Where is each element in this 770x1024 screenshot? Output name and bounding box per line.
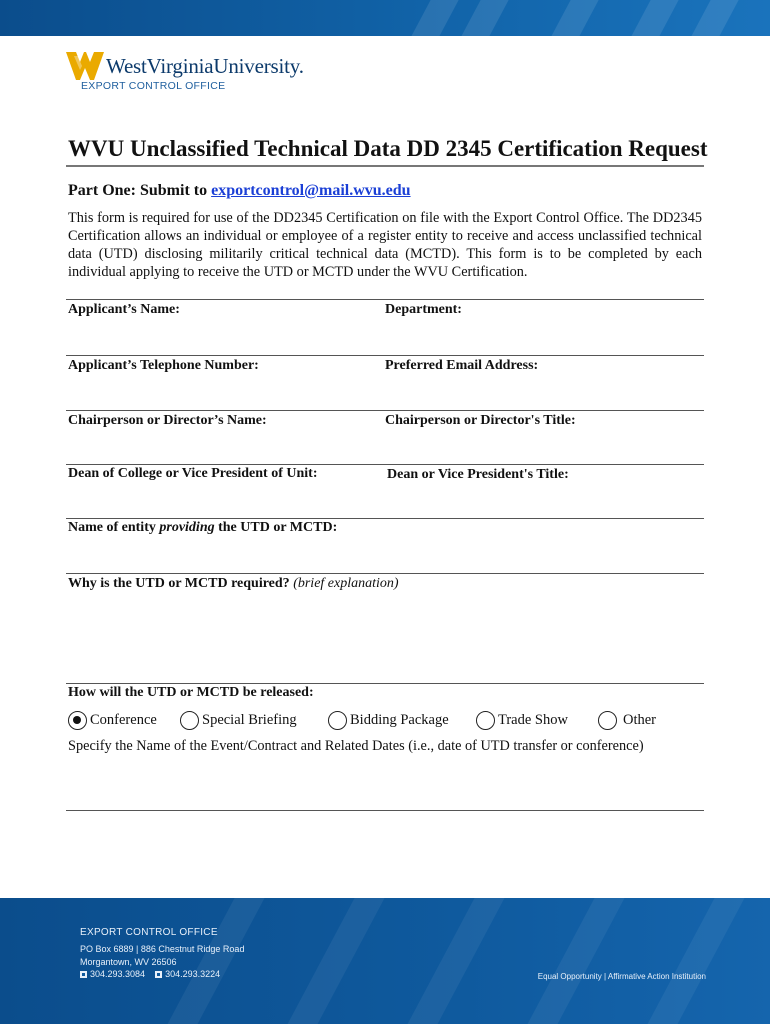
footer-contacts <box>80 969 220 979</box>
fax-icon <box>155 971 162 978</box>
radio-unchecked-icon[interactable] <box>180 711 199 730</box>
why-label: Why is the UTD or MCTD required? <box>68 576 294 591</box>
entity-field[interactable] <box>68 520 337 536</box>
applicant-name-field[interactable]: Applicant’s Name: <box>68 302 180 317</box>
chair-name-field[interactable]: Chairperson or Director’s Name: <box>68 413 267 428</box>
divider <box>66 683 704 684</box>
radio-unchecked-icon[interactable] <box>598 711 617 730</box>
dean-name-field[interactable]: Dean of College or Vice President of Unit: <box>68 466 318 481</box>
radio-unchecked-icon[interactable] <box>328 711 347 730</box>
radio-label-conference: Conference <box>90 711 157 728</box>
specify-event-field[interactable]: Specify the Name of the Event/Contract and Related Dates (i.e., date of UTD transfer or conference) <box>68 738 644 754</box>
footer-fax: 304.293.3224 <box>165 969 221 979</box>
part-one-label: Part One: Submit to <box>68 182 212 199</box>
radio-label-special-briefing: Special Briefing <box>202 711 297 728</box>
intro-paragraph: This form is required for use of the DD2345 Certification on file with the Export Control Office. The DD2345 Certification allows an individual or employee of a register entity to receive and access unclassified technical data (UTD) disclosing militarily critical technical data (MCTD). This form is to be completed by each individual applying to receive the UTD or MCTD under the WVU Certification. <box>68 210 702 280</box>
chair-title-field[interactable]: Chairperson or Director's Title: <box>385 413 576 428</box>
divider <box>66 573 704 574</box>
header-band <box>0 0 770 36</box>
department-field[interactable]: Department: <box>385 302 462 317</box>
release-method-label: How will the UTD or MCTD be released: <box>68 685 314 700</box>
divider <box>66 518 704 519</box>
footer-address-line1: PO Box 6889 | 886 Chestnut Ridge Road <box>80 944 245 954</box>
footer-equal-opportunity: Equal Opportunity | Affirmative Action Institution <box>537 972 706 981</box>
entity-label-suffix: the UTD or MCTD: <box>214 520 338 535</box>
dean-title-field[interactable]: Dean or Vice President's Title: <box>387 467 569 482</box>
office-name: EXPORT CONTROL OFFICE <box>81 80 226 92</box>
radio-label-trade-show: Trade Show <box>498 711 568 728</box>
divider <box>66 464 704 465</box>
footer-phone: 304.293.3084 <box>90 969 146 979</box>
email-field[interactable]: Preferred Email Address: <box>385 358 539 373</box>
flying-wv-icon <box>66 50 104 84</box>
footer-office-name: EXPORT CONTROL OFFICE <box>80 927 218 938</box>
release-method-options <box>66 708 706 732</box>
divider <box>66 410 704 411</box>
submit-email-link[interactable]: exportcontrol@mail.wvu.edu <box>211 182 411 199</box>
radio-bidding-package[interactable] <box>328 708 449 732</box>
radio-other[interactable] <box>598 708 656 732</box>
part-one-heading <box>68 182 411 200</box>
phone-icon <box>80 971 87 978</box>
divider <box>66 299 704 300</box>
radio-label-bidding-package: Bidding Package <box>350 711 449 728</box>
radio-checked-icon[interactable] <box>68 711 87 730</box>
why-hint: (brief explanation) <box>293 576 399 591</box>
title-divider <box>66 165 704 167</box>
radio-unchecked-icon[interactable] <box>476 711 495 730</box>
entity-label-italic: providing <box>159 520 215 535</box>
footer-address-line2: Morgantown, WV 26506 <box>80 957 177 967</box>
radio-special-briefing[interactable] <box>180 708 297 732</box>
footer-address <box>80 943 244 969</box>
why-required-field[interactable] <box>68 576 399 592</box>
radio-conference[interactable] <box>68 708 157 732</box>
university-name: WestVirginiaUniversity. <box>106 54 304 78</box>
entity-label-prefix: Name of entity <box>68 520 160 535</box>
telephone-field[interactable]: Applicant’s Telephone Number: <box>68 358 259 373</box>
divider <box>66 810 704 811</box>
form-title: WVU Unclassified Technical Data DD 2345 Certification Request <box>68 136 708 161</box>
radio-label-other: Other <box>623 711 657 728</box>
footer <box>0 898 770 1024</box>
divider <box>66 355 704 356</box>
radio-trade-show[interactable] <box>476 708 568 732</box>
